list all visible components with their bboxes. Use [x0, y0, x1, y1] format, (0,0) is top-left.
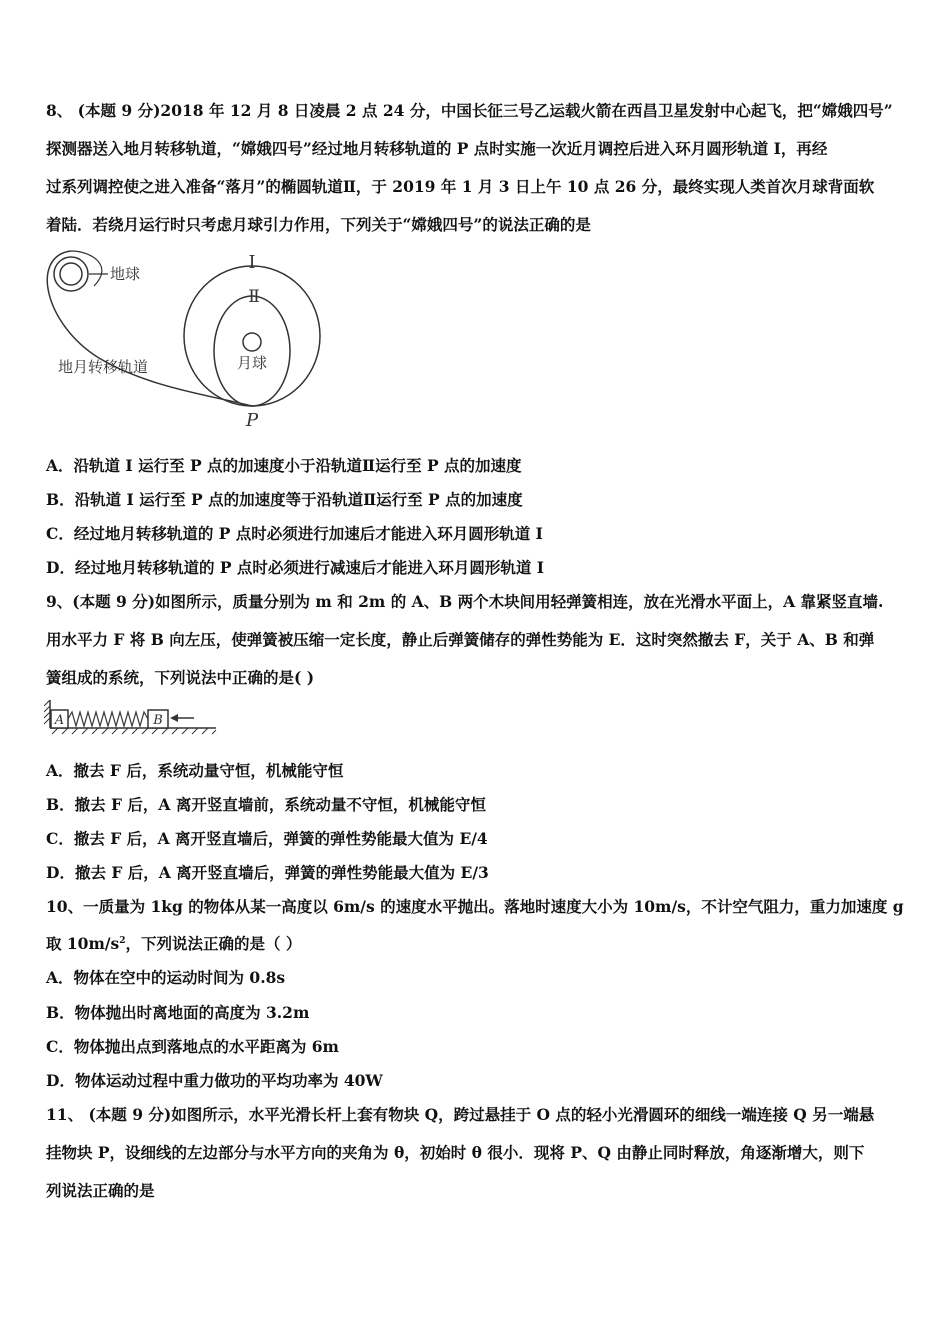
earth-label: 地球 [110, 265, 141, 283]
q10-line2-post: ，下列说法正确的是（ ） [125, 934, 302, 953]
moon-circle [243, 333, 261, 351]
q8-text-line-3: 过系列调控使之进入准备“落月”的椭圆轨道Ⅱ，于 2019 年 1 月 3 日上午 10 点 26 分，最终实现人类首次月球背面软 [46, 177, 875, 196]
q10-text-line-2 [46, 934, 301, 956]
q8-text-line-1: 8、 (本题 9 分)2018 年 12 月 8 日凌晨 2 点 24 分，中国长征三号乙运载火箭在西昌卫星发射中心起飞，把“嫦娥四号” [46, 101, 893, 120]
q9-text-line-1: 9、(本题 9 分)如图所示，质量分别为 m 和 2m 的 A、B 两个木块间用轻弹簧相连，放在光滑水平面上，A 靠紧竖直墙. [46, 592, 884, 611]
q8-option-a: A．沿轨道 I 运行至 P 点的加速度小于沿轨道Ⅱ运行至 P 点的加速度 [46, 456, 522, 475]
earth-inner-circle [60, 263, 82, 285]
q10-option-b: B．物体抛出时离地面的高度为 3.2m [46, 1003, 310, 1022]
orbit-ii-label: Ⅱ [248, 287, 260, 307]
q9-option-c: C．撤去 F 后，A 离开竖直墙后，弹簧的弹性势能最大值为 E/4 [46, 829, 488, 848]
q8-option-b: B．沿轨道 I 运行至 P 点的加速度等于沿轨道Ⅱ运行至 P 点的加速度 [46, 490, 523, 509]
q8-option-c: C．经过地月转移轨道的 P 点时必须进行加速后才能进入环月圆形轨道 I [46, 524, 543, 543]
q10-option-d: D．物体运动过程中重力做功的平均功率为 40W [46, 1071, 383, 1090]
earth-outer-circle [54, 257, 88, 291]
transfer-orbit-label: 地月转移轨道 [58, 358, 149, 376]
moon-label: 月球 [236, 354, 268, 372]
orbit-i-label: I [248, 252, 256, 273]
q8-option-d: D．经过地月转移轨道的 P 点时必须进行减速后才能进入环月圆形轨道 I [46, 558, 545, 577]
q9-option-a: A．撤去 F 后，系统动量守恒，机械能守恒 [46, 761, 344, 780]
block-a-label: A [54, 713, 65, 728]
q8-text-line-2: 探测器送入地月转移轨道，“嫦娥四号”经过地月转移轨道的 P 点时实施一次近月调控后进入环月圆形轨道 I，再经 [46, 139, 828, 158]
q9-spring-figure [44, 698, 219, 738]
q9-text-line-2: 用水平力 F 将 B 向左压，使弹簧被压缩一定长度，静止后弹簧储存的弹性势能为 E．这时突然撤去 F，关于 A、B 和弹 [46, 630, 875, 649]
q10-line2-pre: 取 10m/s [46, 934, 120, 953]
q11-text-line-3: 列说法正确的是 [46, 1181, 155, 1200]
q8-orbit-figure [44, 246, 334, 432]
q10-option-a: A．物体在空中的运动时间为 0.8s [46, 968, 286, 987]
q11-text-line-2: 挂物块 P，设细线的左边部分与水平方向的夹角为 θ，初始时 θ 很小．现将 P、Q 由静止同时释放，角逐渐增大，则下 [46, 1143, 865, 1162]
q10-line2-sup: 2 [119, 936, 126, 946]
q10-text-line-1: 10、一质量为 1kg 的物体从某一高度以 6m/s 的速度水平抛出。落地时速度大小为 10m/s，不计空气阻力，重力加速度 g [46, 897, 904, 916]
block-b-label: B [153, 713, 163, 728]
point-p-label: P [245, 410, 259, 431]
q8-text-line-4: 着陆．若绕月运行时只考虑月球引力作用，下列关于“嫦娥四号”的说法正确的是 [46, 215, 591, 234]
q9-text-line-3: 簧组成的系统，下列说法中正确的是( ) [46, 668, 315, 687]
q9-option-b: B．撤去 F 后，A 离开竖直墙前，系统动量不守恒，机械能守恒 [46, 795, 486, 814]
q9-option-d: D．撤去 F 后，A 离开竖直墙后，弹簧的弹性势能最大值为 E/3 [46, 863, 489, 882]
spring [68, 712, 148, 726]
q11-text-line-1: 11、 (本题 9 分)如图所示，水平光滑长杆上套有物块 Q，跨过悬挂于 O 点的轻小光滑圆环的细线一端连接 Q 另一端悬 [46, 1105, 875, 1124]
q10-option-c: C．物体抛出点到落地点的水平距离为 6m [46, 1037, 339, 1056]
